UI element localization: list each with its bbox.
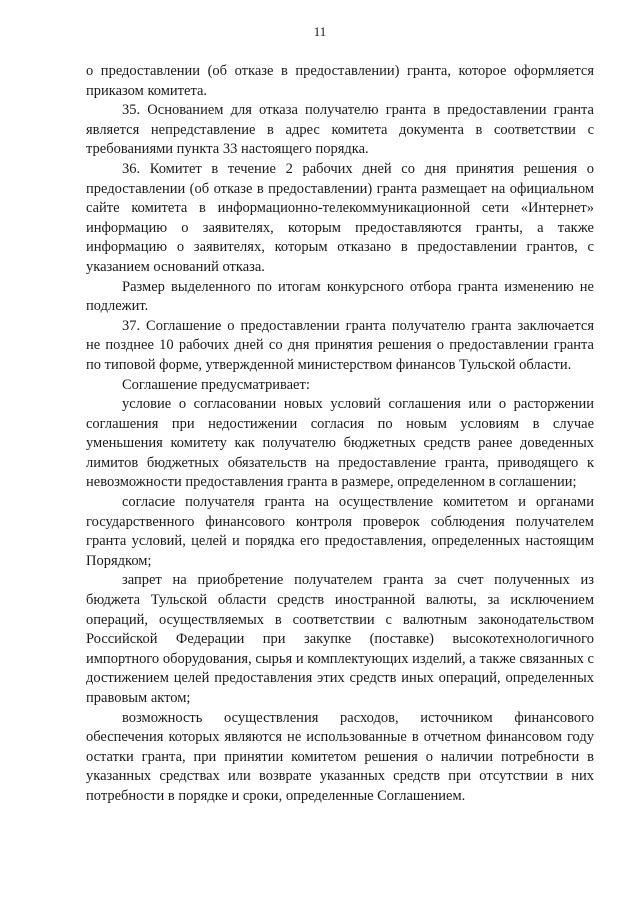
- paragraph-37: 37. Соглашение о предоставлении гранта получателю гранта заключается не позднее 10 рабочих дней со дня принятия решения о предоставлении гранта по типовой форме, утвержденной министерством финансов Тульской области.: [86, 317, 594, 373]
- paragraph-35: 35. Основанием для отказа получателю гранта в предоставлении гранта является непредставление в адрес комитета документа в соответствии с требованиями пункта 33 настоящего порядка.: [86, 102, 594, 158]
- paragraph-expense-possibility: возможность осуществления расходов, источником финансового обеспечения которых являются не использованные в отчетном финансовом году остатки гранта, при принятии комитетом решения о наличии потребности в указанных средствах или возврате указанных средств при отсутствии в них потребности в порядке и сроки, определенные Соглашением.: [86, 709, 594, 804]
- paragraph-currency-prohibition: запрет на приобретение получателем гранта за счет полученных из бюджета Тульской области средств иностранной валюты, за исключением операций, осуществляемых в соответствии с валютным законодательством Российской Федерации при закупке (поставке) высокотехнологичного импортного оборудования, сырья и комплектующих изделий, а также связанных с достижением целей предоставления этих средств иных операций, определенных правовым актом;: [86, 572, 594, 706]
- paragraph-agreement-provides: Соглашение предусматривает:: [122, 376, 310, 393]
- paragraph-condition-renegotiation: условие о согласовании новых условий соглашения или о расторжении соглашения при недостижении согласия по новым условиям в случае уменьшения комитету как получателю бюджетных средств ранее доведенных лимитов бюджетных обязательств на предоставление гранта, приводящего к невозможности предоставления гранта в размере, определенном в соглашении;: [86, 396, 594, 491]
- paragraph-consent-audits: согласие получателя гранта на осуществление комитетом и органами государственного финансового контроля проверок соблюдения получателем гранта условий, целей и порядка его предоставления, определенных настоящим Порядком;: [86, 494, 594, 569]
- page-number: 11: [313, 24, 327, 39]
- paragraph-grant-size: Размер выделенного по итогам конкурсного отбора гранта изменению не подлежит.: [86, 278, 594, 315]
- paragraph-36: 36. Комитет в течение 2 рабочих дней со дня принятия решения о предоставлении (об отказе в предоставлении) гранта размещает на официальном сайте комитета в информационно-телекоммуникационной сети «Интернет» информацию о заявителях, которым предоставляются гранты, а также информацию о заявителях, которым отказано в предоставлении грантов, с указанием оснований отказа.: [86, 160, 594, 275]
- paragraph-continuation: о предоставлении (об отказе в предоставлении) гранта, которое оформляется приказом комитета.: [86, 63, 594, 99]
- document-body: [86, 62, 594, 807]
